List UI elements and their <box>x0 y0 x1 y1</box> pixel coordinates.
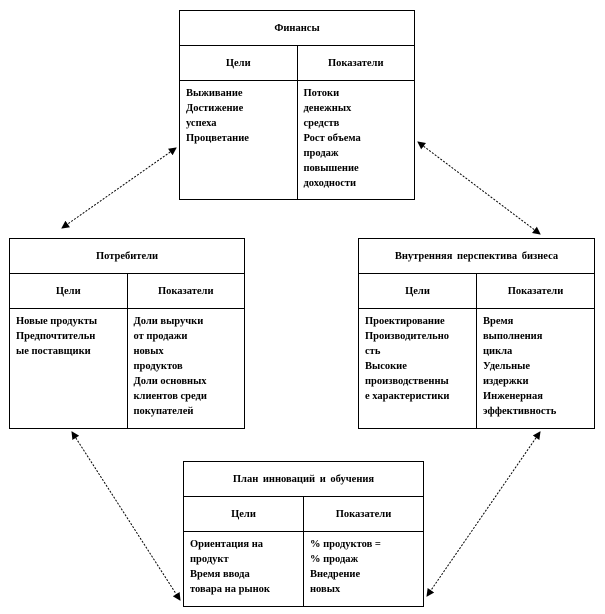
internal-perspective-title: Внутренняя перспектива бизнеса <box>359 239 594 274</box>
internal-indicator: Удельные <box>483 361 531 372</box>
finance-goal: Процветание <box>186 133 249 144</box>
customers-indicator: новых <box>133 346 164 357</box>
arrow-internal-innovation <box>427 432 540 596</box>
innovation-indicators-header: Показатели <box>335 508 392 520</box>
internal-goal: Производительно <box>365 331 449 342</box>
customers-indicator: клиентов среди <box>133 391 207 402</box>
internal-goal: сть <box>365 346 381 357</box>
customers-title: Потребители <box>10 239 244 274</box>
arrow-finance-customers <box>62 148 176 228</box>
customers-goal: Предпочтительн <box>16 331 96 342</box>
customers-indicator: продуктов <box>133 361 183 372</box>
customers-indicator: Доли основных <box>133 376 207 387</box>
customers-goals-header: Цели <box>10 274 128 308</box>
customers-goal: Новые продукты <box>16 316 98 327</box>
innovation-indicator: % продуктов = <box>310 539 381 550</box>
finance-indicator: повышение <box>303 163 359 174</box>
finance-indicator: средств <box>303 118 340 129</box>
arrow-finance-internal <box>418 142 540 234</box>
customers-indicator: Доли выручки <box>133 316 204 327</box>
internal-goal: производственны <box>365 376 449 387</box>
innovation-goal: продукт <box>190 554 229 565</box>
finance-indicator: продаж <box>303 148 339 159</box>
internal-indicator: эффективность <box>483 406 557 417</box>
finance-indicator: Потоки <box>303 88 340 99</box>
innovation-goal: Ориентация на <box>190 539 264 550</box>
finance-title: Финансы <box>180 11 414 46</box>
arrow-customers-innovation <box>72 432 180 600</box>
innovation-goal: товара на рынок <box>190 584 270 595</box>
innovation-title: План инноваций и обучения <box>184 462 423 497</box>
finance-goal: успеха <box>186 118 217 129</box>
internal-indicator: цикла <box>483 346 513 357</box>
internal-goal: е характеристики <box>365 391 450 402</box>
internal-goals-header: Цели <box>359 274 477 308</box>
internal-indicator: Время <box>483 316 514 327</box>
innovation-goals-header: Цели <box>184 497 304 531</box>
innovation-indicator: Внедрение <box>310 569 361 580</box>
innovation-indicator: новых <box>310 584 341 595</box>
finance-goal: Выживание <box>186 88 243 99</box>
finance-indicator: Рост объема <box>303 133 361 144</box>
innovation-indicator: % продаж <box>310 554 359 565</box>
internal-indicators-header: Показатели <box>507 285 564 297</box>
finance-goals-header: Цели <box>180 46 298 80</box>
internal-indicator: выполнения <box>483 331 543 342</box>
finance-indicator: доходности <box>303 178 357 189</box>
finance-indicator: денежных <box>303 103 352 114</box>
finance-indicators-header: Показатели <box>327 57 384 69</box>
customers-indicator: покупателей <box>133 406 194 417</box>
innovation-goal: Время ввода <box>190 569 250 580</box>
internal-indicator: Инженерная <box>483 391 543 402</box>
customers-indicators-header: Показатели <box>157 285 214 297</box>
internal-goal: Высокие <box>365 361 407 372</box>
finance-goal: Достижение <box>186 103 244 114</box>
customers-indicator: от продажи <box>133 331 188 342</box>
internal-goal: Проектирование <box>365 316 445 327</box>
customers-goal: ые поставщики <box>16 346 91 357</box>
internal-indicator: издержки <box>483 376 529 387</box>
